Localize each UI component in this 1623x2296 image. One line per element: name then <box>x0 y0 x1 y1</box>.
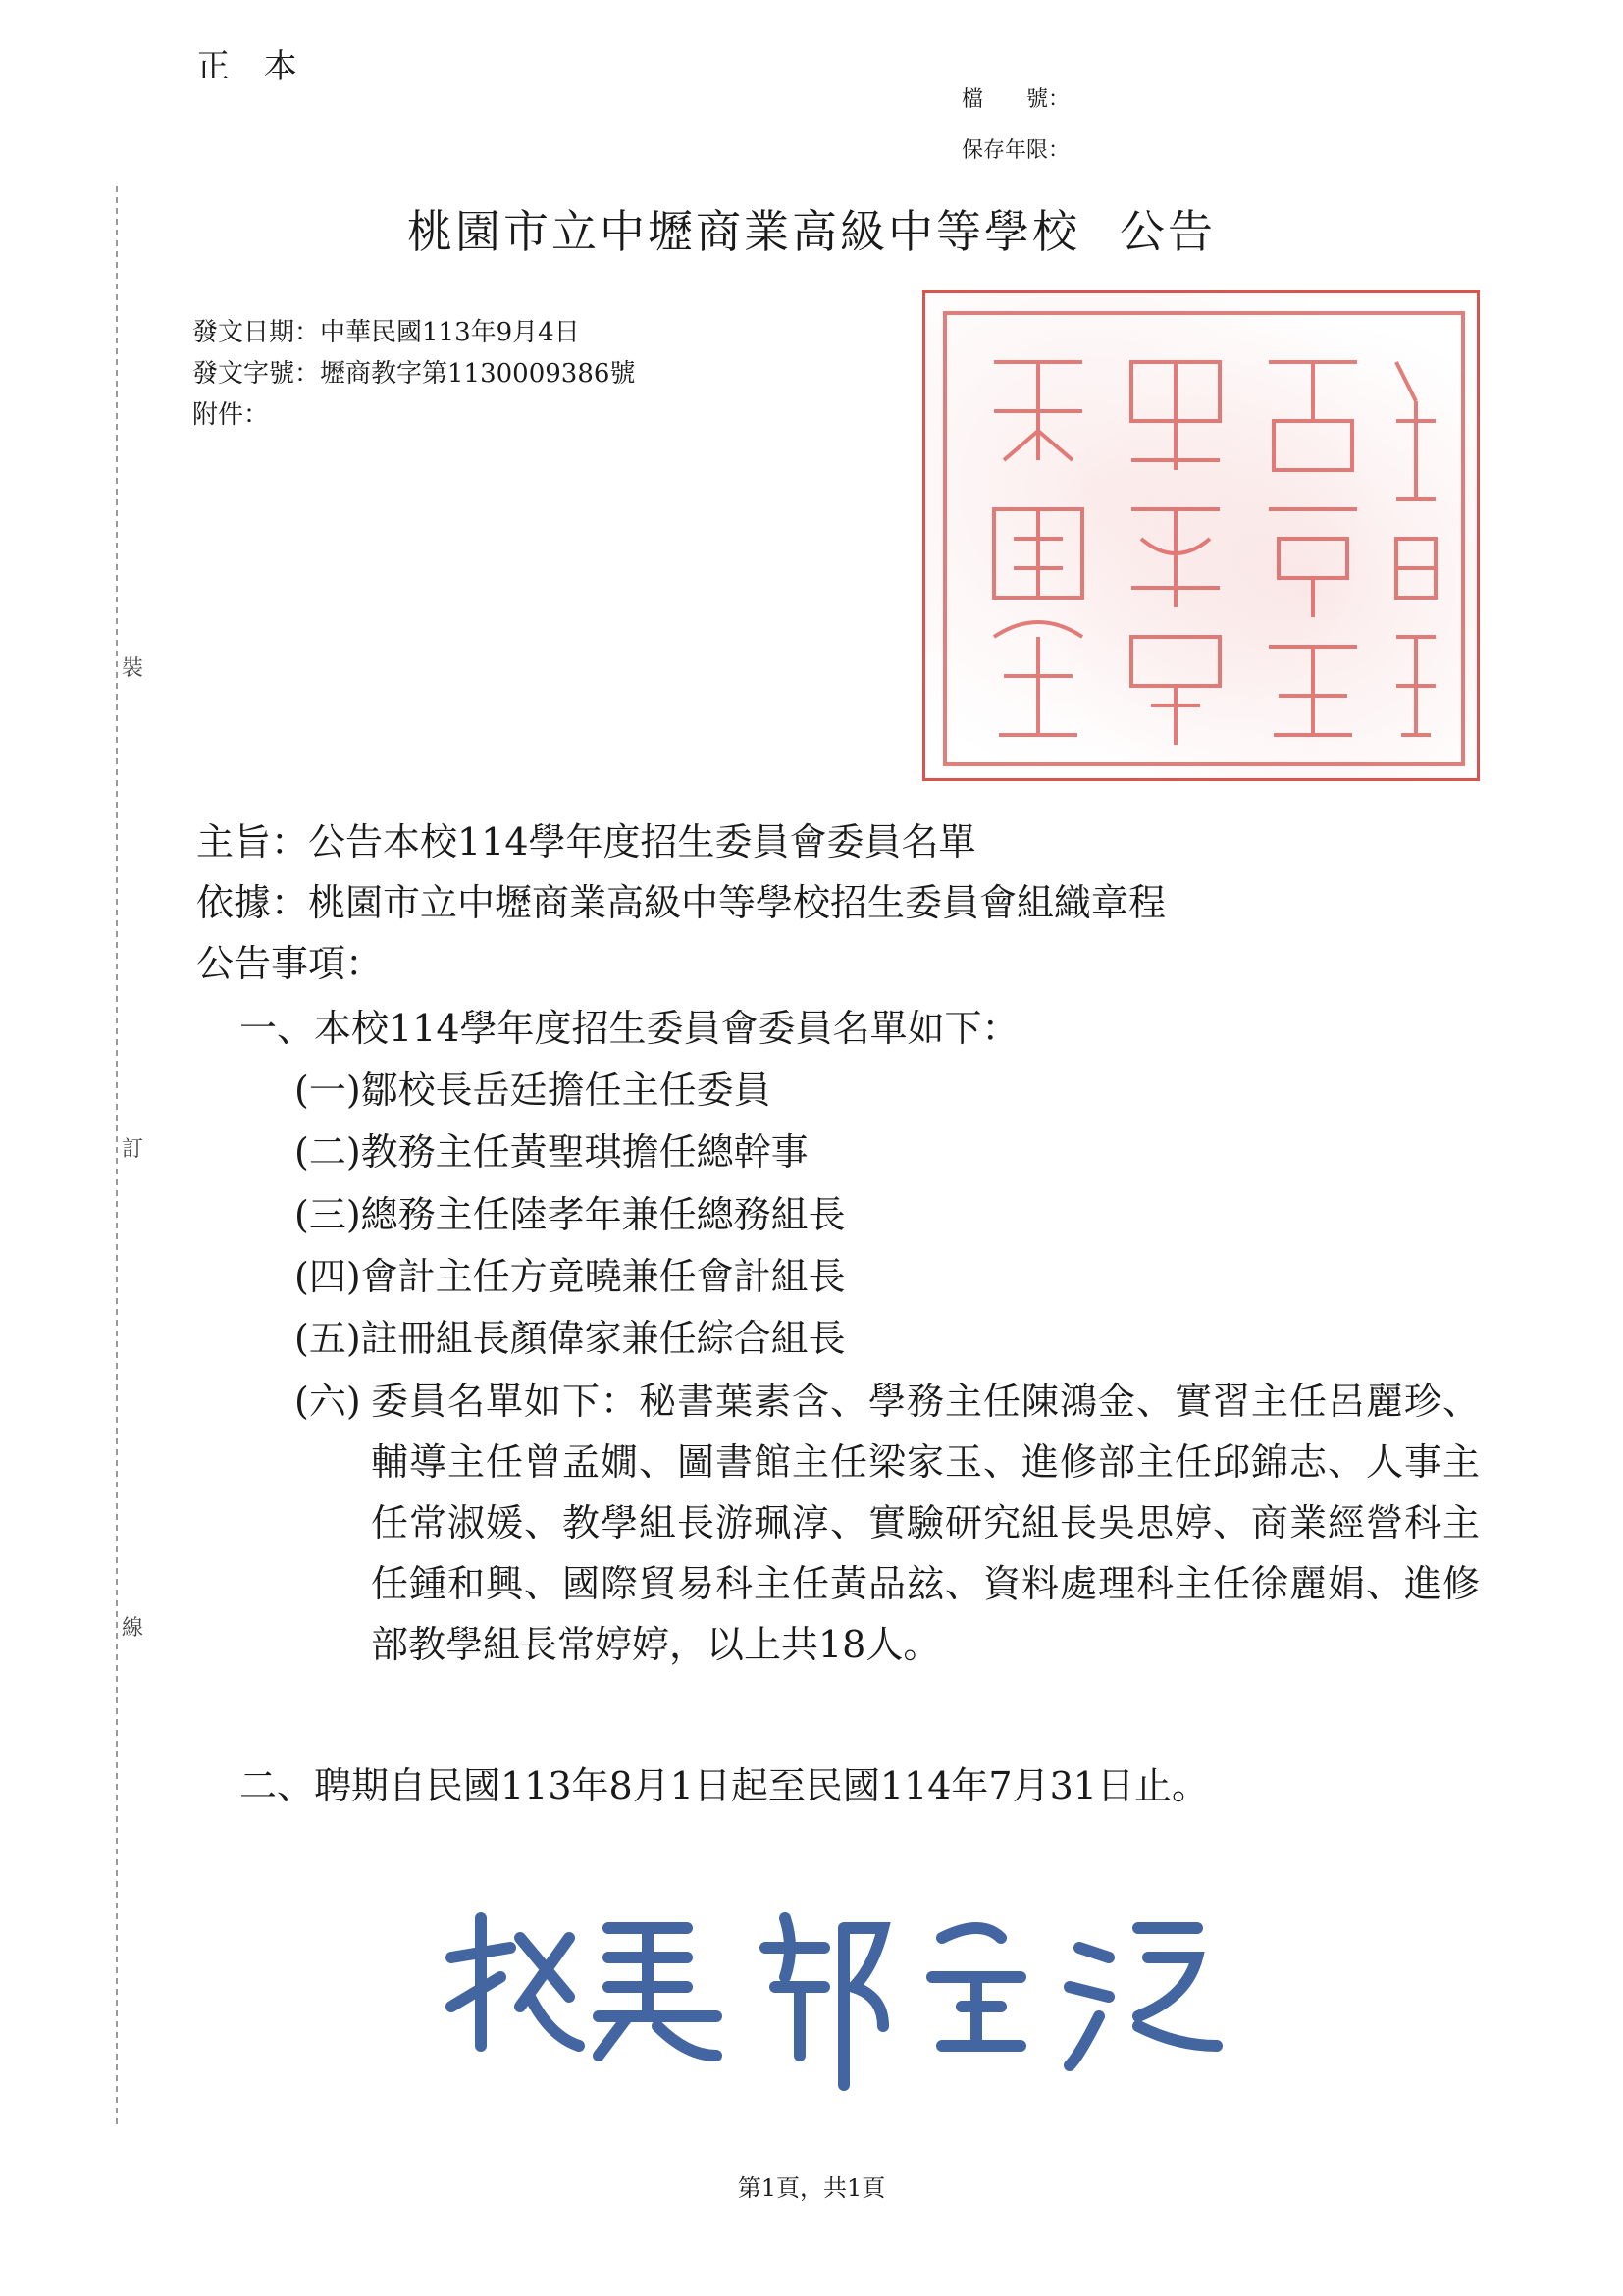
announcement-items-heading: 公告事項： <box>196 942 384 985</box>
page-number: 第1頁，共1頁 <box>737 2174 886 2202</box>
basis-line: 依據：桃園市立中壢商業高級中等學校招生委員會組織章程 <box>196 881 1167 924</box>
retention-period-label: 保存年限： <box>962 138 1071 163</box>
subject-line: 主旨：公告本校114學年度招生委員會委員名單 <box>196 820 976 863</box>
document-title <box>0 196 1623 261</box>
reference-number: 發文字號：壢商教字第1130009386號 <box>192 359 636 389</box>
principal-signature-stamp <box>432 1889 1236 2109</box>
issue-date: 發文日期：中華民國113年9月4日 <box>192 318 580 347</box>
sub-item: (四)會計主任方竟曉兼任會計組長 <box>294 1255 846 1298</box>
attachment-label: 附件： <box>192 400 270 430</box>
sub-item: (一)鄒校長岳廷擔任主任委員 <box>294 1069 771 1112</box>
item-one: 一、本校114學年度招生委員會委員名單如下： <box>239 1007 1020 1050</box>
signature-brush-icon <box>432 1889 1236 2105</box>
copy-mark: 正 本 <box>196 47 309 86</box>
file-number-label: 檔 號： <box>962 87 1071 112</box>
binding-line <box>116 186 118 2129</box>
sub-item: (二)教務主任黃聖琪擔任總幹事 <box>294 1130 809 1174</box>
sub-item-six-label: (六) <box>294 1380 361 1423</box>
sub-item: (五)註冊組長顏偉家兼任綜合組長 <box>294 1317 846 1360</box>
binding-mark: 裝 <box>122 648 143 686</box>
organization-name: 桃園市立中壢商業高級中等學校 <box>407 205 1080 258</box>
seal-glyphs-icon <box>925 293 1483 784</box>
item-two: 二、聘期自民國113年8月1日起至民國114年7月31日止。 <box>239 1764 1209 1807</box>
binding-mark: 訂 <box>122 1128 143 1167</box>
committee-member-list: 委員名單如下：秘書葉素含、學務主任陳鴻金、實習主任呂麗珍、輔導主任曾孟嫺、圖書館主任梁家玉、進修部主任邱錦志、人事主任常淑媛、教學組長游珮淳、實驗研究組長吳思婷、商業經營科主任鍾和興、國際貿易科主任黃品玆、資料處理科主任徐麗娟、進修部教學組長常婷婷，以上共18人。 <box>371 1380 1480 1666</box>
document-type: 公告 <box>1120 205 1216 258</box>
official-seal <box>922 290 1480 781</box>
binding-mark: 線 <box>122 1607 143 1645</box>
sub-item: (三)總務主任陸孝年兼任總務組長 <box>294 1193 846 1236</box>
